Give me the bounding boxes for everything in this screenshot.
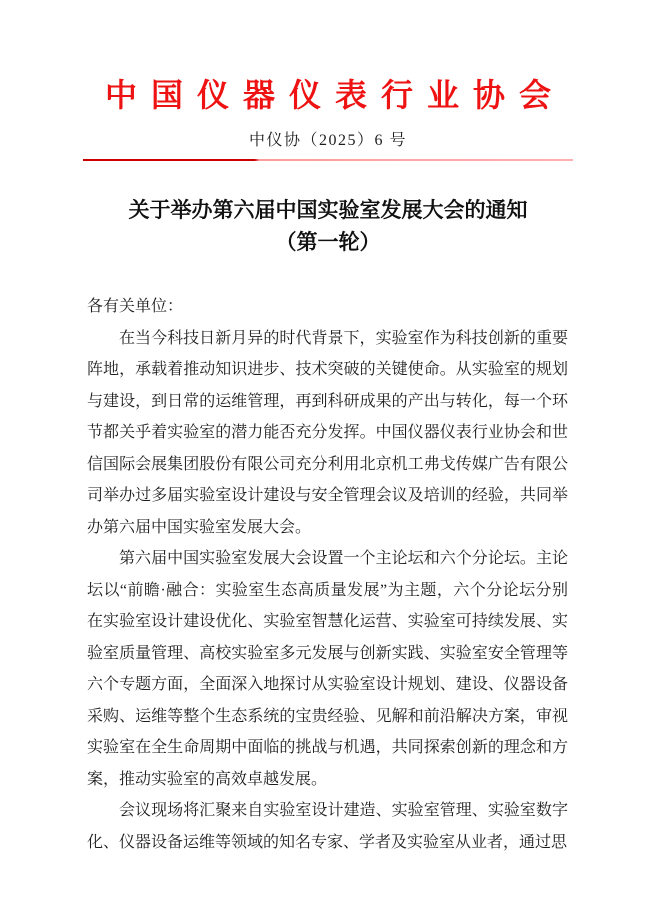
- doc-title-line2: （第一轮）: [275, 230, 381, 255]
- doc-title: [0, 194, 656, 258]
- org-name-header: 中国仪器仪表行业协会: [104, 77, 565, 113]
- salutation: 各有关单位：: [87, 298, 184, 316]
- paragraph-forums: 第六届中国实验室发展大会设置一个主论坛和六个分论坛。主论坛以“前瞻·融合：实验室生态高质量发展”为主题，六个分论坛分别在实验室设计建设优化、实验室智慧化运营、实验室可持续发展、实验室质量管理、高校实验室多元发展与创新实践、实验室安全管理等六个专题方面，全面深入地探讨从实验室设计规划、建设、仪器设备采购、运维等整个生态系统的宝贵经验、见解和前沿解决方案，审视实验室在全生命周期中面临的挑战与机遇，共同探索创新的理念和方案，推动实验室的高效卓越发展。: [87, 550, 568, 788]
- doc-title-line1: 关于举办第六届中国实验室发展大会的通知: [128, 198, 528, 223]
- notice-body: [87, 291, 568, 858]
- doc-number: 中仪协（2025）6 号: [248, 131, 407, 149]
- paragraph-background: 在当今科技日新月异的时代背景下，实验室作为科技创新的重要阵地，承载着推动知识进步、技术突破的关键使命。从实验室的规划与建设，到日常的运维管理，再到科研成果的产出与转化，每一个环节都关乎着实验室的潜力能否充分发挥。中国仪器仪表行业协会和世信国际会展集团股份有限公司充分利用北京机工弗戈传媒广告有限公司举办过多届实验室设计建设与安全管理会议及培训的经验，共同举办第六届中国实验室发展大会。: [87, 329, 568, 536]
- paragraph-attendees: 会议现场将汇聚来自实验室设计建造、实验室管理、实验室数字化、仪器设备运维等领域的知名专家、学者及实验室从业者，通过思: [87, 802, 568, 851]
- red-divider-line: [83, 159, 573, 161]
